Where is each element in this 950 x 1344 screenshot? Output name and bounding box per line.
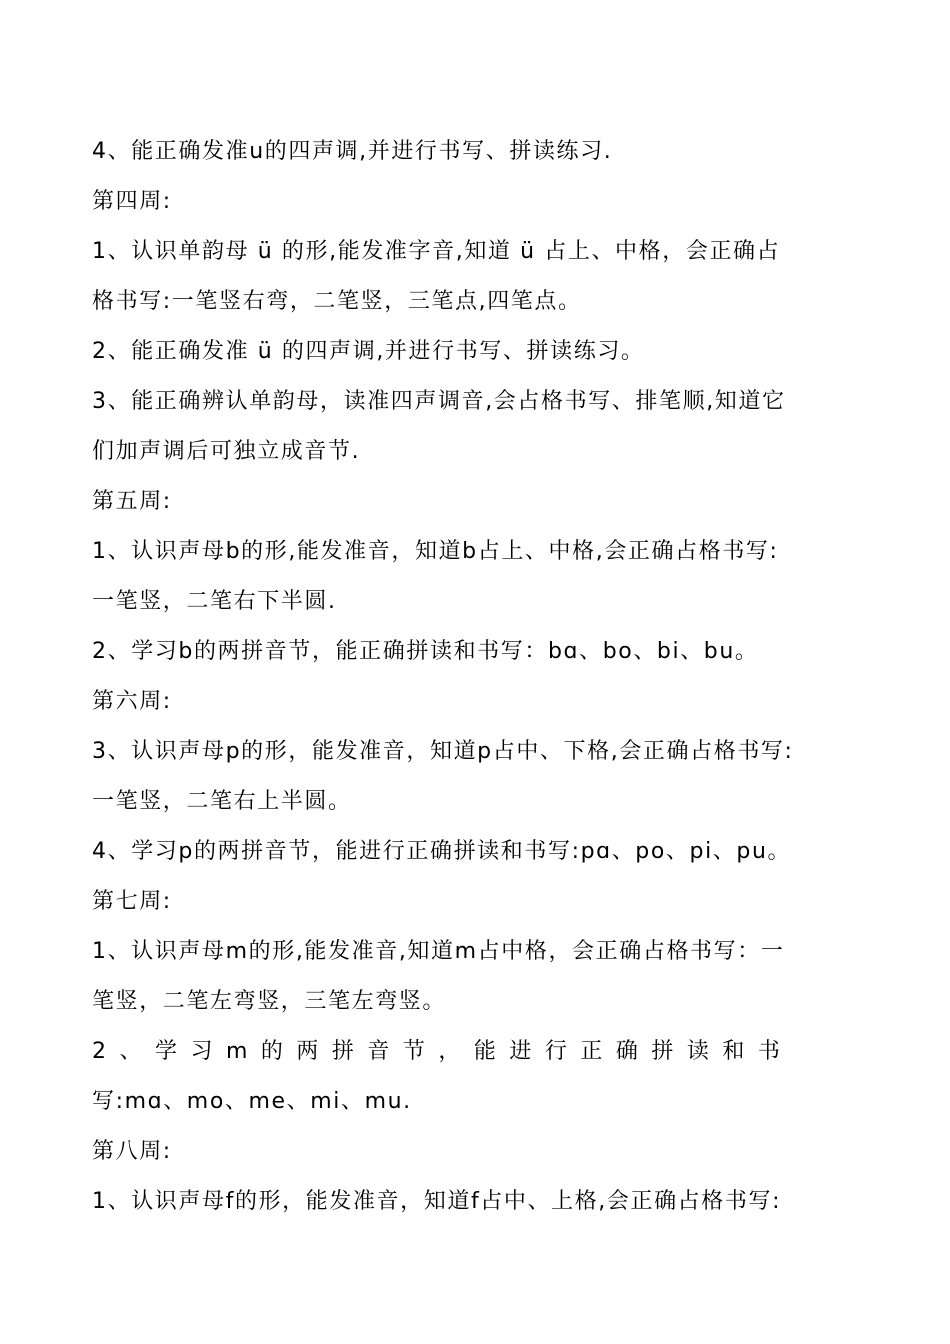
text-line: 格书写:一笔竖右弯，二笔竖，三笔点,四笔点。 (92, 289, 582, 314)
week-heading: 第七周: (92, 889, 172, 914)
text-line: 笔竖，二笔左弯竖，三笔左弯竖。 (92, 989, 447, 1014)
text-line: 3、能正确辨认单韵母，读准四声调音,会占格书写、排笔顺,知道它 (92, 389, 786, 414)
text-line: 写:mɑ、mo、me、mi、mu. (92, 1089, 412, 1114)
text-line: 2、学习b的两拼音节，能正确拼读和书写：bɑ、bo、bi、bu。 (92, 639, 759, 664)
text-line: 1、认识声母m的形,能发准音,知道m占中格，会正确占格书写：一 (92, 939, 785, 964)
text-line: 一笔竖，二笔右上半圆。 (92, 789, 352, 814)
text-line: 2、能正确发准 ü 的四声调,并进行书写、拼读练习。 (92, 339, 645, 364)
text-line: 一笔竖，二笔右下半圆. (92, 589, 337, 614)
text-line: 2、学习m的两拼音节，能进行正确拼读和书 (92, 1039, 794, 1064)
text-line: 1、认识单韵母 ü 的形,能发准字音,知道 ü 占上、中格，会正确占 (92, 239, 781, 264)
week-heading: 第五周: (92, 489, 172, 514)
text-line: 4、学习p的两拼音节，能进行正确拼读和书写:pɑ、po、pi、pu。 (92, 839, 792, 864)
text-line: 4、能正确发准u的四声调,并进行书写、拼读练习. (92, 139, 613, 164)
week-heading: 第四周: (92, 189, 172, 214)
text-line: 3、认识声母p的形，能发准音，知道p占中、下格,会正确占格书写: (92, 739, 794, 764)
text-line: 1、认识声母f的形，能发准音，知道f占中、上格,会正确占格书写: (92, 1189, 782, 1214)
text-line: 1、认识声母b的形,能发准音，知道b占上、中格,会正确占格书写: (92, 539, 779, 564)
week-heading: 第六周: (92, 689, 172, 714)
text-line: 们加声调后可独立成音节. (92, 439, 361, 464)
document-body (92, 127, 862, 1227)
week-heading: 第八周: (92, 1139, 172, 1164)
